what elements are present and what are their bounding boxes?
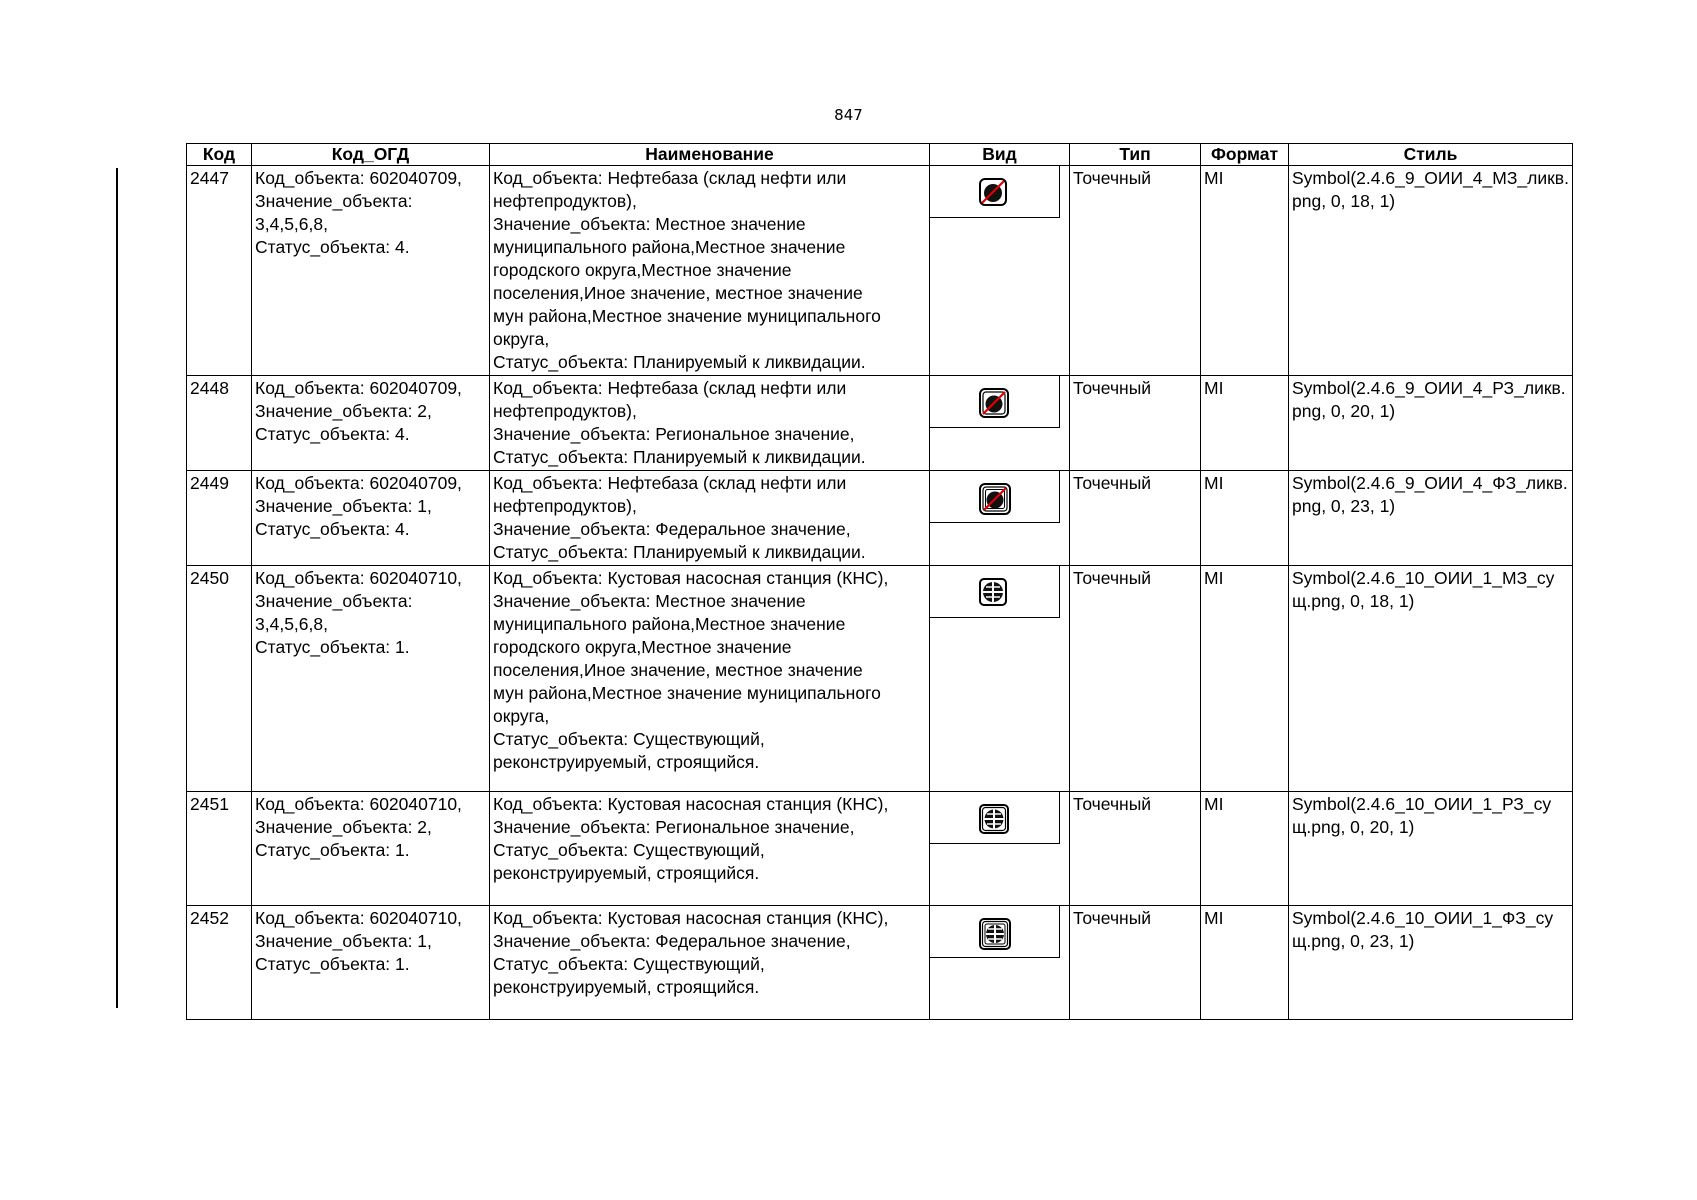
pump-station-icon [978,577,1008,607]
cell-code: 2450 [187,566,252,792]
cell-style: Symbol(2.4.6_10_ОИИ_1_МЗ_сущ.png, 0, 18, 1) [1289,566,1573,792]
cell-view [930,166,1070,376]
cell-view [930,376,1070,471]
cell-type: Точечный [1070,566,1201,792]
table-row [187,376,1573,471]
cell-style: Symbol(2.4.6_10_ОИИ_1_ФЗ_сущ.png, 0, 23, 1) [1289,906,1573,1020]
cell-style: Symbol(2.4.6_9_ОИИ_4_РЗ_ликв.png, 0, 20, 1) [1289,376,1573,471]
cell-ogd: Код_объекта: 602040709, Значение_объекта: 3,4,5,6,8, Статус_объекта: 4. [252,166,490,376]
table-row [187,471,1573,566]
cell-name: Код_объекта: Нефтебаза (склад нефти или нефтепродуктов), Значение_объекта: Федеральное значение, Статус_объекта: Планируемый к ликвидации. [490,471,930,566]
symbol-frame [930,471,1060,523]
symbol-registry-table [186,143,1573,1020]
pump-station-icon [978,917,1012,951]
table-row [187,166,1573,376]
cell-ogd: Код_объекта: 602040710, Значение_объекта: 1, Статус_объекта: 1. [252,906,490,1020]
header-view: Вид [930,144,1070,166]
cell-format: MI [1201,792,1289,906]
cell-code: 2451 [187,792,252,906]
cell-view [930,566,1070,792]
cell-name: Код_объекта: Нефтебаза (склад нефти или нефтепродуктов), Значение_объекта: Региональное значение, Статус_объекта: Планируемый к ликвидации. [490,376,930,471]
cell-view [930,792,1070,906]
cell-style: Symbol(2.4.6_10_ОИИ_1_РЗ_сущ.png, 0, 20, 1) [1289,792,1573,906]
margin-line [116,168,118,1008]
cell-style: Symbol(2.4.6_9_ОИИ_4_МЗ_ликв.png, 0, 18, 1) [1289,166,1573,376]
cell-view [930,471,1070,566]
cell-format: MI [1201,566,1289,792]
symbol-frame [930,906,1060,958]
cell-code: 2447 [187,166,252,376]
cell-ogd: Код_объекта: 602040709, Значение_объекта: 1, Статус_объекта: 4. [252,471,490,566]
header-type: Тип [1070,144,1201,166]
symbol-frame [930,376,1060,428]
cell-type: Точечный [1070,376,1201,471]
cell-format: MI [1201,471,1289,566]
cell-code: 2449 [187,471,252,566]
cell-type: Точечный [1070,471,1201,566]
header-row [187,144,1573,166]
cell-type: Точечный [1070,792,1201,906]
symbol-frame [930,566,1060,618]
cell-format: MI [1201,166,1289,376]
cell-type: Точечный [1070,906,1201,1020]
oil-depot-liquidation-icon [978,177,1008,207]
table-row [187,792,1573,906]
cell-ogd: Код_объекта: 602040710, Значение_объекта: 2, Статус_объекта: 1. [252,792,490,906]
cell-name: Код_объекта: Кустовая насосная станция (КНС), Значение_объекта: Региональное значение, Статус_объекта: Существующий, реконструируемый, строящийся. [490,792,930,906]
cell-name: Код_объекта: Кустовая насосная станция (КНС), Значение_объекта: Федеральное значение, Статус_объекта: Существующий, реконструируемый, строящийся. [490,906,930,1020]
symbol-frame [930,166,1060,218]
oil-depot-liquidation-icon [978,387,1010,419]
cell-format: MI [1201,906,1289,1020]
cell-ogd: Код_объекта: 602040709, Значение_объекта: 2, Статус_объекта: 4. [252,376,490,471]
cell-code: 2448 [187,376,252,471]
cell-style: Symbol(2.4.6_9_ОИИ_4_ФЗ_ликв.png, 0, 23, 1) [1289,471,1573,566]
symbol-frame [930,792,1060,844]
table-row [187,906,1573,1020]
cell-view [930,906,1070,1020]
pump-station-icon [978,803,1010,835]
header-style: Стиль [1289,144,1573,166]
oil-depot-liquidation-icon [978,482,1012,516]
table-row [187,566,1573,792]
cell-name: Код_объекта: Кустовая насосная станция (КНС), Значение_объекта: Местное значение муниципального района,Местное значение городского округа,Местное значение поселения,Иное значение, местное значение мун района,Местное значение муниципального округа, Статус_объекта: Существующий, реконструируемый, строящийся. [490,566,930,792]
header-format: Формат [1201,144,1289,166]
cell-format: MI [1201,376,1289,471]
cell-ogd: Код_объекта: 602040710, Значение_объекта: 3,4,5,6,8, Статус_объекта: 1. [252,566,490,792]
header-ogd: Код_ОГД [252,144,490,166]
header-name: Наименование [490,144,930,166]
cell-code: 2452 [187,906,252,1020]
cell-type: Точечный [1070,166,1201,376]
header-code: Код [187,144,252,166]
cell-name: Код_объекта: Нефтебаза (склад нефти или нефтепродуктов), Значение_объекта: Местное значение муниципального района,Местное значение городского округа,Местное значение поселения,Иное значение, местное значение мун района,Местное значение муниципального округа, Статус_объекта: Планируемый к ликвидации. [490,166,930,376]
page-number: 847 [834,106,863,124]
